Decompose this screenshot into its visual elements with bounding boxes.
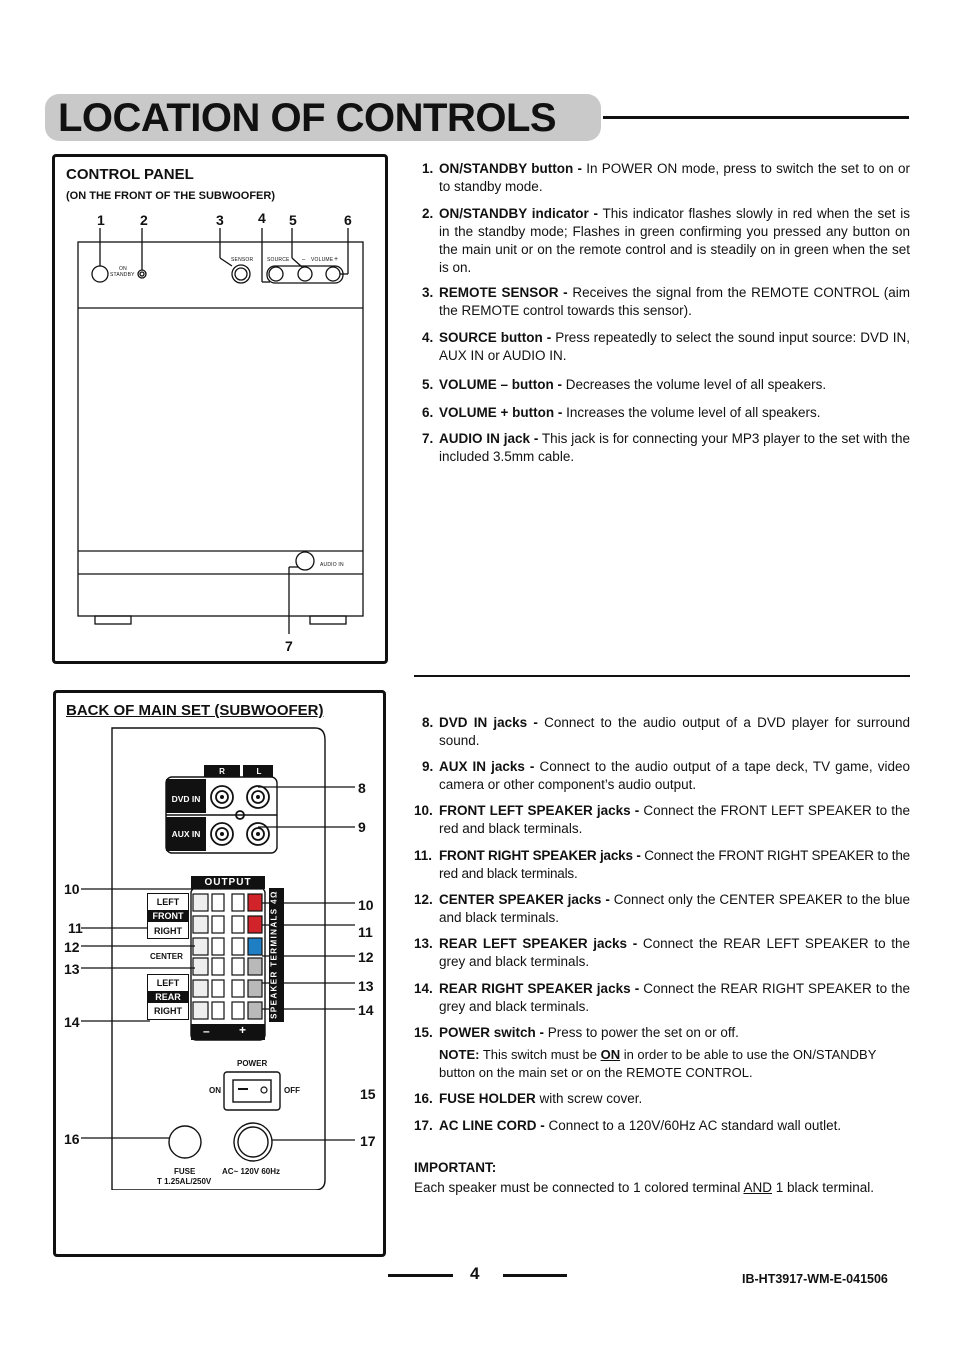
- page-title: LOCATION OF CONTROLS: [58, 96, 557, 140]
- item-body: [439, 1117, 910, 1135]
- item-body: [439, 802, 910, 838]
- item-number: 12.: [414, 892, 433, 907]
- callout-6: 6: [344, 212, 352, 228]
- front-controls-list: [414, 160, 910, 480]
- item-body: [439, 205, 910, 277]
- callout-14-right: 14: [358, 1002, 374, 1018]
- callout-3: 3: [216, 212, 224, 228]
- item-title: VOLUME – button -: [439, 377, 562, 392]
- item-number: 13.: [414, 936, 433, 951]
- title-rule: [603, 116, 909, 119]
- item-text: Connect to a 120V/60Hz AC standard wall outlet.: [544, 1118, 842, 1133]
- callout-12-right: 12: [358, 949, 374, 965]
- item-title: VOLUME + button -: [439, 405, 563, 420]
- back-panel-heading: BACK OF MAIN SET (SUBWOOFER): [66, 702, 324, 719]
- item-number: 7.: [422, 431, 434, 446]
- source-label: SOURCE: [267, 257, 290, 263]
- item-title: ON/STANDBY indicator -: [439, 206, 598, 221]
- item-text: This jack is for connecting your MP3 player to the set with the included 3.5mm cable.: [439, 431, 910, 464]
- important-and: AND: [743, 1180, 772, 1195]
- item-number: 10.: [414, 803, 433, 818]
- callout-10-left: 10: [64, 881, 80, 897]
- item-body: [439, 758, 910, 794]
- power-label: POWER: [237, 1059, 268, 1068]
- output-plus-label: +: [239, 1023, 247, 1037]
- item-text: Connect the FRONT RIGHT SPEAKER to the red and black terminals.: [439, 848, 910, 881]
- item-body: [439, 329, 910, 365]
- power-on-label: ON: [209, 1086, 221, 1095]
- callout-10-right: 10: [358, 897, 374, 913]
- output-minus-label: –: [203, 1024, 210, 1038]
- callout-4: 4: [258, 210, 266, 226]
- item-title: DVD IN jacks -: [439, 715, 538, 730]
- item-text: Receives the signal from the REMOTE CONTROL (aim the REMOTE control towards this sensor).: [439, 285, 910, 318]
- front-label: FRONT: [148, 910, 188, 922]
- item-number: 5.: [422, 377, 434, 392]
- note-on: ON: [600, 1047, 621, 1062]
- item-title: SOURCE button -: [439, 330, 552, 345]
- note-block: [439, 1046, 910, 1082]
- fuse-rating-label: T 1.25AL/250V: [157, 1177, 212, 1186]
- note-label: NOTE:: [439, 1047, 480, 1062]
- item-number: 14.: [414, 981, 433, 996]
- callout-15: 15: [360, 1086, 376, 1102]
- item-text: Connect only the CENTER SPEAKER to the blue and black terminals.: [439, 892, 910, 925]
- back-controls-list: [414, 714, 910, 1154]
- item-body: [439, 980, 910, 1016]
- item-text: Connect to the audio output of a DVD player for surround sound.: [439, 715, 910, 748]
- item-title: CENTER SPEAKER jacks -: [439, 892, 610, 907]
- on-label: ON: [119, 266, 127, 272]
- standby-label: STANDBY: [110, 272, 135, 278]
- item-text: Connect the REAR LEFT SPEAKER to the grey and black terminals.: [439, 936, 911, 969]
- callout-11-right: 11: [358, 924, 373, 940]
- note-text-post: in order to be able to use the ON/STANDBY button on the main set or on the REMOTE CONTROL.: [439, 1047, 877, 1080]
- callout-2: 2: [140, 212, 148, 228]
- item-text: Press repeatedly to select the sound input source: DVD IN, AUX IN or AUDIO IN.: [439, 330, 910, 363]
- volume-plus-label: +: [334, 256, 339, 263]
- important-heading: IMPORTANT:: [414, 1160, 497, 1175]
- item-body: [439, 891, 910, 927]
- callout-17: 17: [360, 1133, 376, 1149]
- item-number: 4.: [422, 330, 434, 345]
- sensor-label: SENSOR: [231, 257, 254, 263]
- speaker-terminals-vertical-text: SPEAKER TERMINALS 4Ω: [269, 890, 279, 1019]
- power-off-label: OFF: [284, 1086, 300, 1095]
- item-number: 8.: [422, 715, 434, 730]
- footer-rule-right: [503, 1274, 567, 1277]
- output-label: OUTPUT: [204, 877, 252, 888]
- item-number: 9.: [422, 759, 434, 774]
- item-number: 3.: [422, 285, 434, 300]
- callout-5: 5: [289, 212, 297, 228]
- audio-in-label: AUDIO IN: [320, 562, 344, 568]
- item-number: 2.: [422, 206, 434, 221]
- item-number: 17.: [414, 1118, 433, 1133]
- item-body: [439, 714, 910, 750]
- item-title: REMOTE SENSOR -: [439, 285, 568, 300]
- item-body: [439, 847, 910, 883]
- fuse-label: FUSE: [174, 1167, 196, 1176]
- rear-right-label: RIGHT: [148, 1006, 188, 1016]
- front-panel-diagram: [60, 225, 380, 635]
- item-body: [439, 284, 910, 320]
- important-text: [414, 1178, 914, 1198]
- center-label: CENTER: [150, 952, 183, 961]
- item-text: with screw cover.: [535, 1091, 643, 1106]
- callout-1: 1: [97, 212, 105, 228]
- back-panel-diagram: [55, 720, 383, 1190]
- item-body: [439, 404, 910, 422]
- r-label: R: [219, 767, 225, 776]
- item-body: [439, 430, 910, 466]
- rear-label: REAR: [148, 991, 188, 1003]
- callout-12-left: 12: [64, 939, 80, 955]
- note-text-pre: This switch must be: [479, 1047, 601, 1062]
- item-text: Connect the FRONT LEFT SPEAKER to the red and black terminals.: [439, 803, 910, 836]
- volume-label: VOLUME: [311, 257, 334, 263]
- item-body: [439, 1090, 910, 1108]
- volume-minus-label: –: [302, 257, 306, 263]
- item-text: Decreases the volume level of all speakers.: [561, 377, 827, 392]
- item-number: 16.: [414, 1091, 433, 1106]
- item-body: [439, 160, 910, 196]
- item-body: [439, 935, 910, 971]
- document-code: IB-HT3917-WM-E-041506: [742, 1272, 888, 1286]
- item-number: 1.: [422, 161, 434, 176]
- control-panel-subheading: (ON THE FRONT OF THE SUBWOOFER): [66, 190, 275, 202]
- control-panel-heading: CONTROL PANEL: [66, 166, 194, 183]
- item-text: In POWER ON mode, press to switch the set to on or to standby mode.: [439, 161, 911, 194]
- l-label: L: [256, 767, 262, 776]
- dvd-in-label: DVD IN: [171, 794, 201, 804]
- item-text: Increases the volume level of all speakers.: [562, 405, 821, 420]
- item-text: This indicator flashes slowly in red when the set is in the standby mode; Flashes in green confirming you pressed any button on the main unit or on the remote control and is steadily on in green when the set is on.: [439, 206, 910, 275]
- section-divider: [414, 675, 910, 677]
- callout-13-left: 13: [64, 961, 80, 977]
- item-title: FRONT RIGHT SPEAKER jacks -: [439, 848, 641, 863]
- item-title: REAR RIGHT SPEAKER jacks -: [439, 981, 640, 996]
- item-number: 11.: [414, 848, 433, 863]
- item-number: 15.: [414, 1025, 433, 1040]
- important-pre: Each speaker must be connected to 1 colored terminal: [414, 1180, 744, 1195]
- item-title: POWER switch -: [439, 1025, 545, 1040]
- rear-left-label: LEFT: [148, 978, 188, 988]
- item-body: [439, 1024, 910, 1042]
- important-post: 1 black terminal.: [771, 1180, 875, 1195]
- item-text: Connect the REAR RIGHT SPEAKER to the grey and black terminals.: [439, 981, 910, 1014]
- item-text: Connect to the audio output of a tape deck, TV game, video camera or other component’s audio output.: [439, 759, 910, 792]
- callout-13-right: 13: [358, 978, 374, 994]
- callout-11-left: 11: [68, 920, 83, 936]
- aux-in-label: AUX IN: [171, 829, 201, 839]
- item-body: [439, 376, 910, 394]
- item-number: 6.: [422, 405, 434, 420]
- ac-label: AC~ 120V 60Hz: [222, 1167, 281, 1176]
- item-title: AUDIO IN jack -: [439, 431, 539, 446]
- page-number: 4: [470, 1264, 480, 1283]
- callout-9: 9: [358, 819, 366, 835]
- footer-rule-left: [388, 1274, 453, 1277]
- front-right-label: RIGHT: [148, 926, 188, 936]
- item-title: FRONT LEFT SPEAKER jacks -: [439, 803, 640, 818]
- item-text: Press to power the set on or off.: [544, 1025, 739, 1040]
- callout-8: 8: [358, 780, 366, 796]
- item-title: FUSE HOLDER: [439, 1091, 536, 1106]
- front-left-label: LEFT: [148, 897, 188, 907]
- item-title: ON/STANDBY button -: [439, 161, 583, 176]
- item-title: AUX IN jacks -: [439, 759, 535, 774]
- callout-7: 7: [285, 638, 293, 654]
- item-title: AC LINE CORD -: [439, 1118, 545, 1133]
- callout-14-left: 14: [64, 1014, 80, 1030]
- item-title: REAR LEFT SPEAKER jacks -: [439, 936, 638, 951]
- callout-16: 16: [64, 1131, 80, 1147]
